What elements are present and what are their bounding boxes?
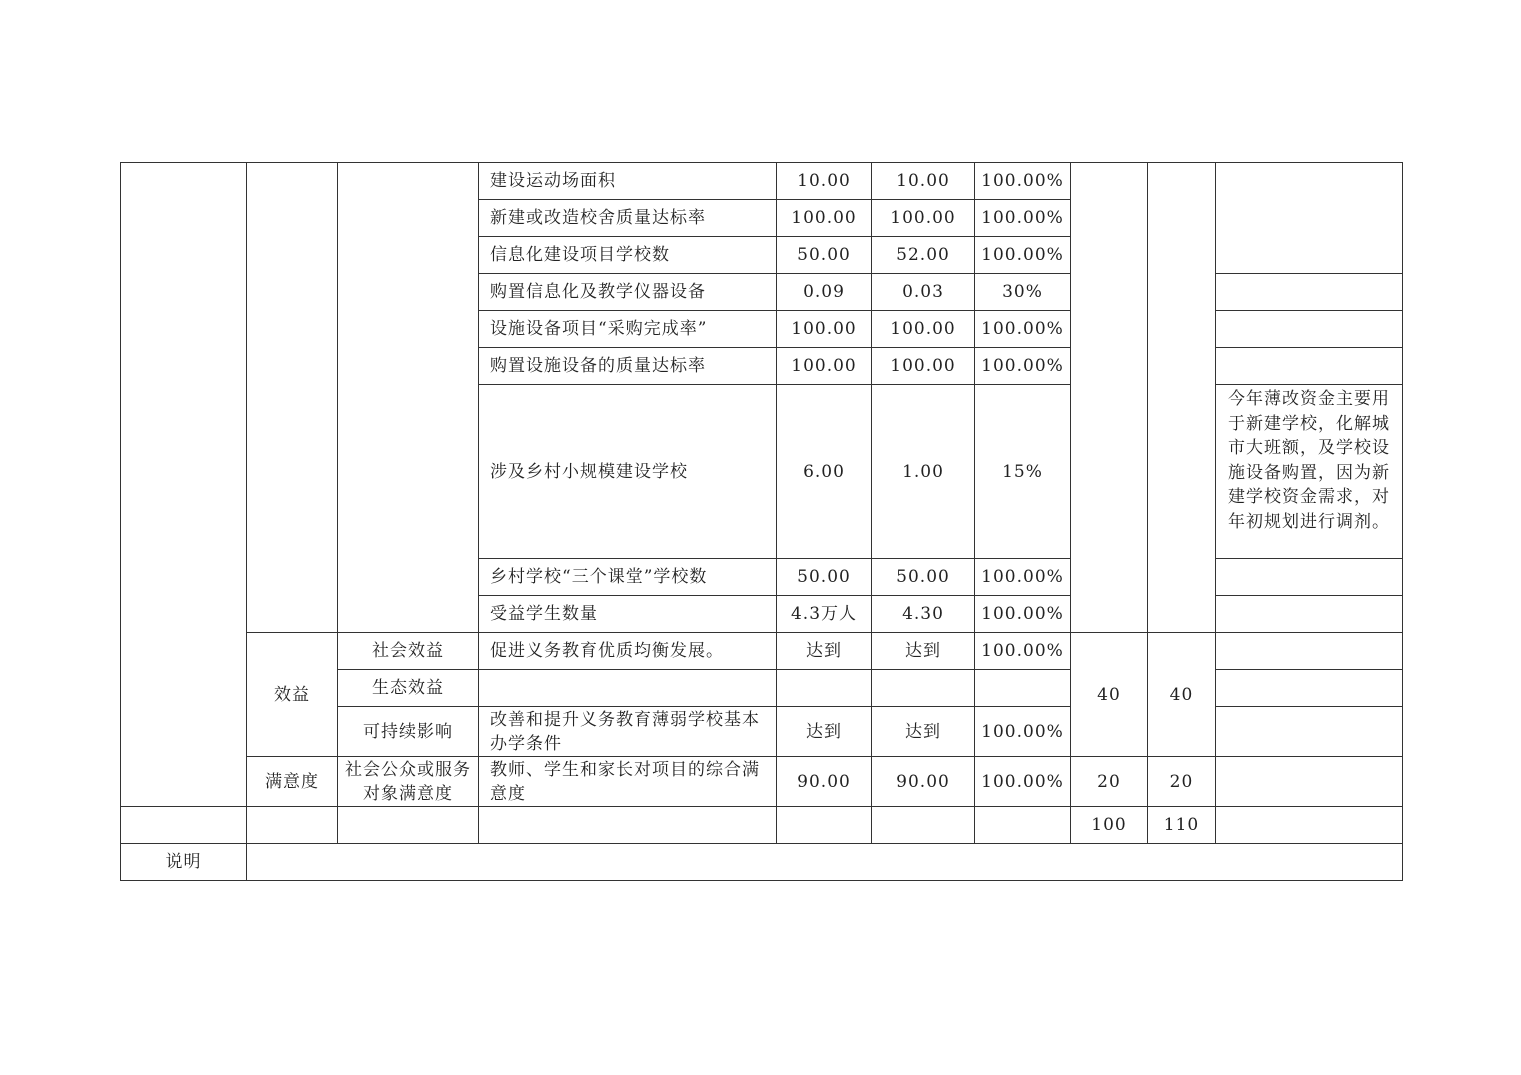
blank-cell [479,807,777,844]
indicator-cell: 新建或改造校舍质量达标率 [479,200,777,237]
actual-cell: 52.00 [872,237,975,274]
rate-cell: 100.00% [975,163,1071,200]
indicator-cell: 设施设备项目“采购完成率” [479,311,777,348]
target-cell: 90.00 [777,757,872,807]
target-cell: 达到 [777,633,872,670]
target-cell: 6.00 [777,385,872,559]
note-cell [1216,707,1403,757]
indicator-cell [479,670,777,707]
benefit-category: 效益 [247,633,338,757]
indicator-cell: 教师、学生和家长对项目的综合满意度 [479,757,777,807]
target-cell [777,670,872,707]
explain-label: 说明 [121,844,247,881]
note-cell [1216,670,1403,707]
sub-category-cell: 可持续影响 [338,707,479,757]
rate-cell [975,670,1071,707]
indicator-cell: 购置设施设备的质量达标率 [479,348,777,385]
total-weight-cell: 100 [1071,807,1148,844]
table-row [121,757,1403,807]
actual-cell: 达到 [872,707,975,757]
sub-category-cell: 社会效益 [338,633,479,670]
indicator-cell: 涉及乡村小规模建设学校 [479,385,777,559]
target-cell: 50.00 [777,237,872,274]
target-cell: 50.00 [777,559,872,596]
performance-table [120,162,1403,881]
blank-cell [872,807,975,844]
rate-cell: 100.00% [975,200,1071,237]
actual-cell: 1.00 [872,385,975,559]
explain-content [247,844,1403,881]
blank-cell [121,807,247,844]
blank-cell [338,807,479,844]
indicator-cell: 信息化建设项目学校数 [479,237,777,274]
note-cell [1216,311,1403,348]
note-cell [1216,807,1403,844]
rate-cell: 15% [975,385,1071,559]
table-row [121,163,1403,200]
blank-cell [338,163,479,633]
score-weight-cell: 20 [1071,757,1148,807]
target-cell: 100.00 [777,348,872,385]
actual-cell [872,670,975,707]
total-row [121,807,1403,844]
blank-cell [975,807,1071,844]
target-cell: 10.00 [777,163,872,200]
actual-cell: 10.00 [872,163,975,200]
rate-cell: 100.00% [975,348,1071,385]
explain-row [121,844,1403,881]
rate-cell: 100.00% [975,757,1071,807]
satisfaction-category: 满意度 [247,757,338,807]
score-got-cell [1148,163,1216,633]
note-cell [1216,163,1403,274]
indicator-cell: 改善和提升义务教育薄弱学校基本办学条件 [479,707,777,757]
blank-cell [247,163,338,633]
score-got-cell: 20 [1148,757,1216,807]
rate-cell: 100.00% [975,596,1071,633]
rate-cell: 100.00% [975,237,1071,274]
score-weight-cell [1071,163,1148,633]
note-cell [1216,348,1403,385]
rate-cell: 30% [975,274,1071,311]
rate-cell: 100.00% [975,707,1071,757]
target-cell: 4.3万人 [777,596,872,633]
rate-cell: 100.00% [975,559,1071,596]
actual-cell: 100.00 [872,200,975,237]
target-cell: 100.00 [777,200,872,237]
note-cell [1216,633,1403,670]
note-cell [1216,596,1403,633]
actual-cell: 90.00 [872,757,975,807]
blank-cell [777,807,872,844]
actual-cell: 4.30 [872,596,975,633]
blank-cell [247,807,338,844]
actual-cell: 100.00 [872,348,975,385]
blank-cell [121,163,247,807]
sub-category-cell: 社会公众或服务对象满意度 [338,757,479,807]
actual-cell: 达到 [872,633,975,670]
indicator-cell: 受益学生数量 [479,596,777,633]
target-cell: 0.09 [777,274,872,311]
target-cell: 达到 [777,707,872,757]
indicator-cell: 促进义务教育优质均衡发展。 [479,633,777,670]
table-row [121,633,1403,670]
actual-cell: 50.00 [872,559,975,596]
target-cell: 100.00 [777,311,872,348]
score-got-cell: 40 [1148,633,1216,757]
sub-category-cell: 生态效益 [338,670,479,707]
total-got-cell: 110 [1148,807,1216,844]
actual-cell: 100.00 [872,311,975,348]
indicator-cell: 建设运动场面积 [479,163,777,200]
rate-cell: 100.00% [975,311,1071,348]
indicator-cell: 乡村学校“三个课堂”学校数 [479,559,777,596]
actual-cell: 0.03 [872,274,975,311]
note-cell [1216,274,1403,311]
score-weight-cell: 40 [1071,633,1148,757]
indicator-cell: 购置信息化及教学仪器设备 [479,274,777,311]
note-cell [1216,559,1403,596]
rate-cell: 100.00% [975,633,1071,670]
note-cell [1216,757,1403,807]
note-adjustment: 今年薄改资金主要用于新建学校，化解城市大班额，及学校设施设备购置，因为新建学校资金需求，对年初规划进行调剂。 [1216,385,1403,559]
